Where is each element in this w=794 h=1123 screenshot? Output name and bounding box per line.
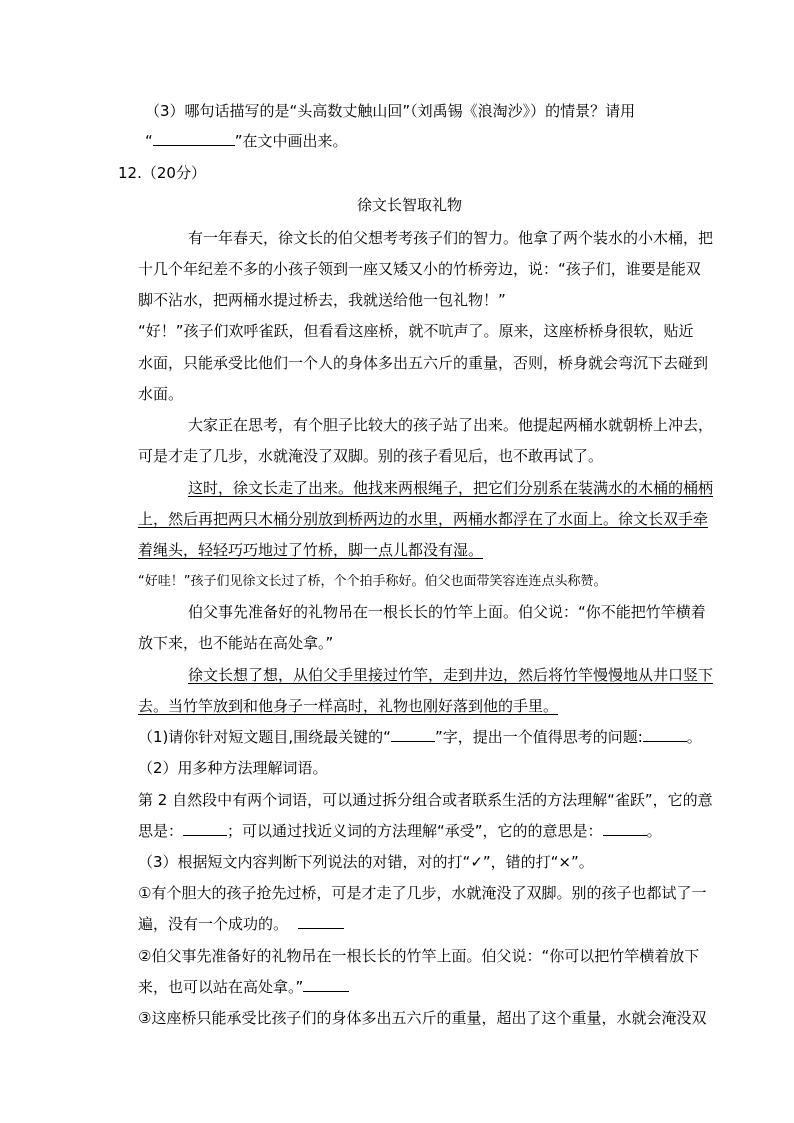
para2-line3: 水面。 <box>138 385 184 403</box>
para2-line1: “好！”孩子们欢呼雀跃，但看看这座桥，就不吭声了。原来，这座桥桥身很软，贴近 <box>138 322 694 340</box>
sub2-line1: 第 2 自然段中有两个词语，可以通过拆分组合或者联系生活的方法理解“雀跃”，它的意 <box>138 791 713 809</box>
q11-sub3-line2 <box>145 131 348 151</box>
sub2-line2 <box>138 821 662 841</box>
para6-line2: 放下来，也不能站在高处拿。” <box>138 634 334 652</box>
para7-line1-underlined: 徐文长想了想，从伯父手里接过竹竿，走到井边，然后将竹竿慢慢地从井口竖下 <box>188 666 714 684</box>
para7-line2-underlined: 去。当竹竿放到和他身子一样高时，礼物也刚好落到他的手里。 <box>138 697 559 715</box>
para3-line2: 可是才走了几步，水就淹没了双脚。别的孩子看见后，也不敢再试了。 <box>138 447 604 465</box>
sub3-item2-line1: ②伯父事先准备好的礼物吊在一根长长的竹竿上面。伯父说：“你可以把竹竿横着放下 <box>138 947 700 965</box>
judge-blank-2[interactable] <box>303 977 349 992</box>
para2-line2: 水面，只能承受比他们一个人的身体多出五六斤的重量，否则，桥身就会弯沉下去碰到 <box>138 354 709 372</box>
sub3-title: （3）根据短文内容判断下列说法的对错，对的打“✓”，错的打“×”。 <box>138 853 594 871</box>
judge-blank-1[interactable] <box>298 914 344 929</box>
question-blank[interactable] <box>643 727 687 742</box>
open-quote: “ <box>145 132 153 150</box>
key-word-blank[interactable] <box>391 727 435 742</box>
para1-line2: 十几个年纪差不多的小孩子领到一座又矮又小的竹桥旁边，说：“孩子们，谁要是能双 <box>138 260 701 278</box>
answer-blank[interactable] <box>153 131 235 146</box>
sub1-text-pre: （1)请你针对短文题目,围绕最关键的“ <box>138 728 391 746</box>
para3-line1: 大家正在思考，有个胆子比较大的孩子站了出来。他提起两桶水就朝桥上冲去， <box>188 416 714 434</box>
q12-number: 12.（20分） <box>118 164 206 182</box>
meaning-blank-1[interactable] <box>183 821 227 836</box>
sub1-text-mid: ”字，提出一个值得思考的问题: <box>434 728 643 746</box>
sub3-item2-text: 来，也可以站在高处拿。” <box>138 978 304 996</box>
para4-line2-underlined: 上，然后再把两只木桶分别放到桥两边的水里，两桶水都浮在了水面上。徐文长双手牵 <box>138 510 709 528</box>
sub1-text-post: 。 <box>686 728 702 746</box>
sub1-line <box>138 727 702 747</box>
sub3-item1-line2 <box>138 914 344 934</box>
sub3-item3-line1: ③这座桥只能承受比孩子们的身体多出五六斤的重量，超出了这个重量，水就会淹没双 <box>138 1009 707 1027</box>
q11-sub3-line1: （3）哪句话描写的是“头高数丈触山回”（刘禹锡《浪淘沙》）的情景？请用 <box>145 102 636 120</box>
q11-sub3-instruction: ”在文中画出来。 <box>234 132 348 150</box>
sub3-item1-line1: ①有个胆大的孩子抢先过桥，可是才走了几步，水就淹没了双脚。别的孩子也都试了一 <box>138 884 707 902</box>
sub3-item1-text: 遍，没有一个成功的。 <box>138 915 289 933</box>
para6-line1: 伯父事先准备好的礼物吊在一根长长的竹竿上面。伯父说：“你不能把竹竿横着 <box>188 603 706 621</box>
sub2-text-c: 。 <box>646 822 662 840</box>
para1-line3: 脚不沾水，把两桶水提过桥去，我就送给他一包礼物！” <box>138 291 506 309</box>
para4-line3-underlined: 着绳头，轻轻巧巧地过了竹桥，脚一点儿都没有湿。 <box>138 541 484 559</box>
para4-line1-underlined: 这时，徐文长走了出来。他找来两根绳子，把它们分别系在装满水的木桶的桶柄 <box>188 479 714 497</box>
sub2-title: （2）用多种方法理解词语。 <box>138 759 328 777</box>
meaning-blank-2[interactable] <box>603 821 647 836</box>
para1-line1: 有一年春天，徐文长的伯父想考考孩子们的智力。他拿了两个装水的小木桶，把 <box>188 229 714 247</box>
para5-line1: “好哇！”孩子们见徐文长过了桥，个个拍手称好。伯父也面带笑容连连点头称赞。 <box>138 574 607 589</box>
sub2-text-b: ；可以通过找近义词的方法理解“承受”，它的的意思是： <box>227 822 603 840</box>
passage-title: 徐文长智取礼物 <box>357 196 463 214</box>
sub2-text-a: 思是： <box>138 822 184 840</box>
sub3-item2-line2 <box>138 977 349 997</box>
